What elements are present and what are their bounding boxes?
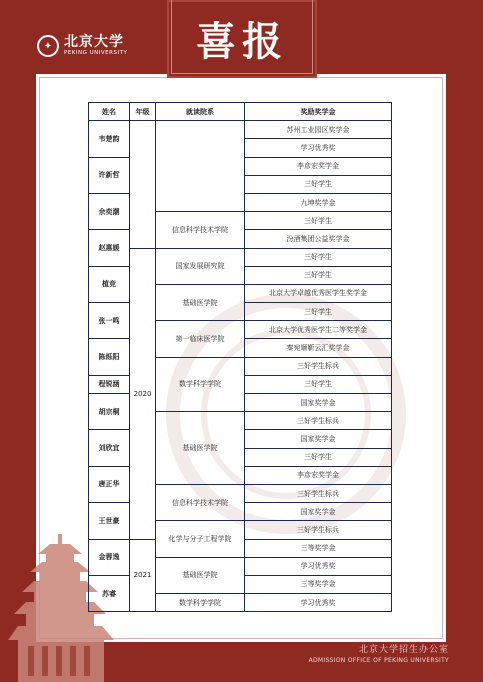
name-cell: 胡宗桐 xyxy=(89,394,130,430)
award-cell: 学习优秀奖 xyxy=(245,139,392,157)
award-cell: 九坤奖学金 xyxy=(245,193,392,211)
award-cell: 三好学生 xyxy=(245,303,392,321)
footer-chinese: 北京大学招生办公室 xyxy=(358,645,449,655)
name-cell: 陈烁阳 xyxy=(89,339,130,375)
name-cell: 刘欣宜 xyxy=(89,430,130,466)
award-cell: 李彦宏奖学金 xyxy=(245,466,392,484)
award-cell: 三好学生 xyxy=(245,212,392,230)
header-award: 奖励奖学金 xyxy=(245,103,392,121)
college-cell xyxy=(156,121,245,212)
award-cell: 三好学生 xyxy=(245,248,392,266)
header-grade: 年级 xyxy=(130,103,156,121)
grade-cell: 2020 xyxy=(130,248,156,539)
name-cell: 唐正华 xyxy=(89,466,130,502)
award-cell: 三好学生标兵 xyxy=(245,484,392,502)
college-cell: 基础医学院 xyxy=(156,412,245,485)
college-cell: 数学科学学院 xyxy=(156,357,245,412)
college-cell: 国家发展研究院 xyxy=(156,248,245,284)
award-cell: 北京大学优秀医学生二等奖学金 xyxy=(245,321,392,339)
award-cell: 三好学生标兵 xyxy=(245,357,392,375)
name-cell: 王世豪 xyxy=(89,503,130,539)
award-cell: 汾酒集团公益奖学金 xyxy=(245,230,392,248)
award-cell: 三等奖学金 xyxy=(245,539,392,557)
college-cell: 信息科学技术学院 xyxy=(156,212,245,248)
college-cell: 化学与分子工程学院 xyxy=(156,521,245,557)
name-cell: 苏睿 xyxy=(89,575,130,611)
college-cell: 数学科学学院 xyxy=(156,594,245,612)
award-cell: 秦宛顺靳云汇奖学金 xyxy=(245,339,392,357)
award-cell: 苏州工业园区奖学金 xyxy=(245,121,392,139)
table-row xyxy=(89,121,392,139)
name-cell: 张一鸣 xyxy=(89,303,130,339)
footer xyxy=(309,644,449,665)
table-row xyxy=(89,248,392,266)
award-cell: 三等奖学金 xyxy=(245,575,392,593)
name-cell: 植竞 xyxy=(89,266,130,302)
award-cell: 李彦宏奖学金 xyxy=(245,157,392,175)
award-cell: 国家奖学金 xyxy=(245,394,392,412)
award-cell: 三好学生 xyxy=(245,375,392,393)
page-title: 喜报 xyxy=(196,18,288,65)
college-cell: 基础医学院 xyxy=(156,284,245,320)
logo-english: PEKING UNIVERSITY xyxy=(64,50,128,56)
header-college: 就读院系 xyxy=(156,103,245,121)
award-table xyxy=(88,102,392,612)
award-table-body xyxy=(89,121,392,612)
name-cell: 韦楚韵 xyxy=(89,121,130,157)
emblem-icon: ✦ xyxy=(37,35,59,57)
name-cell: 金蓉逸 xyxy=(89,539,130,575)
header-name: 姓名 xyxy=(89,103,130,121)
logo-chinese: 北京大学 xyxy=(64,34,124,50)
award-cell: 学习优秀奖 xyxy=(245,557,392,575)
award-cell: 国家奖学金 xyxy=(245,430,392,448)
award-cell: 三好学生 xyxy=(245,175,392,193)
footer-english: ADMISSION OFFICE OF PEKING UNIVERSITY xyxy=(308,657,449,664)
name-cell: 赵惠媛 xyxy=(89,230,130,266)
grade-cell: 2021 xyxy=(130,539,156,612)
award-cell: 学习优秀奖 xyxy=(245,594,392,612)
name-cell: 程锐涵 xyxy=(89,375,130,393)
college-cell: 第一临床医学院 xyxy=(156,321,245,357)
college-cell: 基础医学院 xyxy=(156,557,245,593)
award-cell: 三好学生 xyxy=(245,266,392,284)
award-cell: 三好学生标兵 xyxy=(245,412,392,430)
award-cell: 北京大学卓越优秀医学生奖学金 xyxy=(245,284,392,302)
name-cell: 余奕潮 xyxy=(89,193,130,229)
university-logo xyxy=(37,35,127,57)
college-cell: 信息科学技术学院 xyxy=(156,484,245,520)
title-banner xyxy=(167,0,317,78)
grade-cell xyxy=(130,121,156,248)
award-cell: 三好学生标兵 xyxy=(245,521,392,539)
award-cell: 国家奖学金 xyxy=(245,503,392,521)
award-cell: 三好学生 xyxy=(245,448,392,466)
name-cell: 许新哲 xyxy=(89,157,130,193)
